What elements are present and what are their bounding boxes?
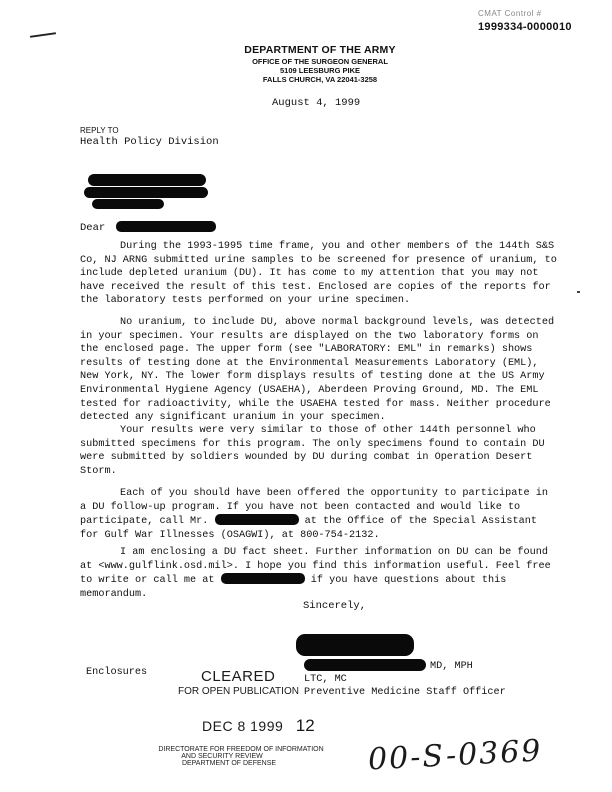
paragraph-5-text-a: I am enclosing a DU fact sheet. Further information on DU can be found at <www.gulflink.osd.mil>. I hope you find this information useful. Feel free to write or call me at [80, 547, 551, 587]
paragraph-2 [80, 316, 560, 425]
letterhead-org: DEPARTMENT OF THE ARMY [244, 44, 396, 56]
enclosures-label: Enclosures [86, 667, 148, 678]
salutation [80, 221, 216, 236]
paragraph-1 [80, 240, 560, 308]
clearance-stamp-for-publication: FOR OPEN PUBLICATION [178, 686, 299, 697]
redacted-recipient-name [116, 221, 216, 232]
signer-rank: LTC, MC [304, 674, 347, 685]
margin-pen-mark [30, 32, 56, 38]
control-number: 1999334-0000010 [478, 21, 572, 33]
stamp-directorate-line-1: DIRECTORATE FOR FREEDOM OF INFORMATION [158, 746, 324, 753]
paragraph-3 [80, 424, 560, 478]
redacted-phone-number [221, 573, 305, 584]
stamp-date-number: 12 [295, 716, 315, 735]
salutation-text: Dear [80, 222, 106, 234]
paragraph-4-text-a: Each of you should have been offered the opportunity to participate in a DU follow-up program. If you have not been contacted and would like to participate, call Mr. [80, 488, 548, 528]
redacted-signature [296, 634, 414, 656]
reply-to-label: REPLY TO [80, 126, 119, 135]
reply-to-attention: Health Policy Division [80, 136, 219, 148]
letterhead [200, 44, 440, 84]
letter-date: August 4, 1999 [272, 97, 361, 109]
handwritten-case-number: 00-S-0369 [367, 733, 544, 778]
signer-degree: MD, MPH [430, 661, 473, 672]
redacted-contact-name [215, 514, 299, 525]
control-label: CMAT Control # [478, 9, 542, 18]
letterhead-city: FALLS CHURCH, VA 22041-3258 [262, 75, 378, 84]
redacted-address-line-3 [92, 199, 164, 209]
stamp-date [202, 716, 315, 736]
stamp-directorate-line-2: AND SECURITY REVIEW [181, 753, 263, 760]
letterhead-street: 5109 LEESBURG PIKE [279, 66, 361, 75]
paragraph-1-text: During the 1993-1995 time frame, you and other members of the 144th S&S Co, NJ ARNG submitted urine samples to be screened for presence of uranium, to include depleted uranium (DU). It has come to my attention that you may not have received the result of this test. Enclosed are copies of the reports for the laboratory tests performed on your urine specimen. [80, 241, 557, 307]
paragraph-4-text-b: at the Office of the Special Assistant for Gulf War Illnesses (OSAGWI), at 800-754-2132. [80, 516, 537, 541]
margin-mark [577, 291, 580, 293]
redacted-address-line-2 [84, 187, 208, 198]
clearance-stamp-cleared: CLEARED [201, 668, 276, 685]
stamp-directorate-line-3: DEPARTMENT OF DEFENSE [181, 760, 277, 767]
paragraph-4 [80, 487, 560, 542]
paragraph-2-text: No uranium, to include DU, above normal background levels, was detected in your specimen. Your results are displayed on the two laboratory forms on the enclosed page. The upper form (see "LABORATORY: EML" in remarks) shows results of testing done at the Environmental Measurements Laboratory (EML), New York, NY. The lower form displays results of testing done at the US Army Environmental Hygiene Agency (USAEHA), Aberdeen Proving Ground, MD. The EML tested for radioactivity, while the USAEHA tested for mass. Neither procedure detected any significant uranium in your specimen. [80, 317, 555, 424]
paragraph-5-body [80, 546, 560, 601]
signer-title: Preventive Medicine Staff Officer [304, 687, 506, 698]
stamp-directorate [156, 746, 326, 767]
paragraph-5 [80, 546, 560, 601]
letterhead-office: OFFICE OF THE SURGEON GENERAL [252, 57, 388, 66]
paragraph-3-text: Your results were very similar to those of other 144th personnel who submitted specimens for this program. The only specimens found to contain DU were submitted by soldiers wounded by DU during combat in Operation Desert Storm. [80, 425, 545, 477]
paragraph-5-text-b: if you have questions about this memorandum. [80, 575, 507, 600]
stamp-date-text: DEC 8 1999 [202, 718, 284, 734]
paragraph-4-body [80, 487, 560, 542]
redacted-signer-name [304, 659, 426, 671]
closing: Sincerely, [303, 600, 367, 612]
redacted-address-line-1 [88, 174, 206, 186]
